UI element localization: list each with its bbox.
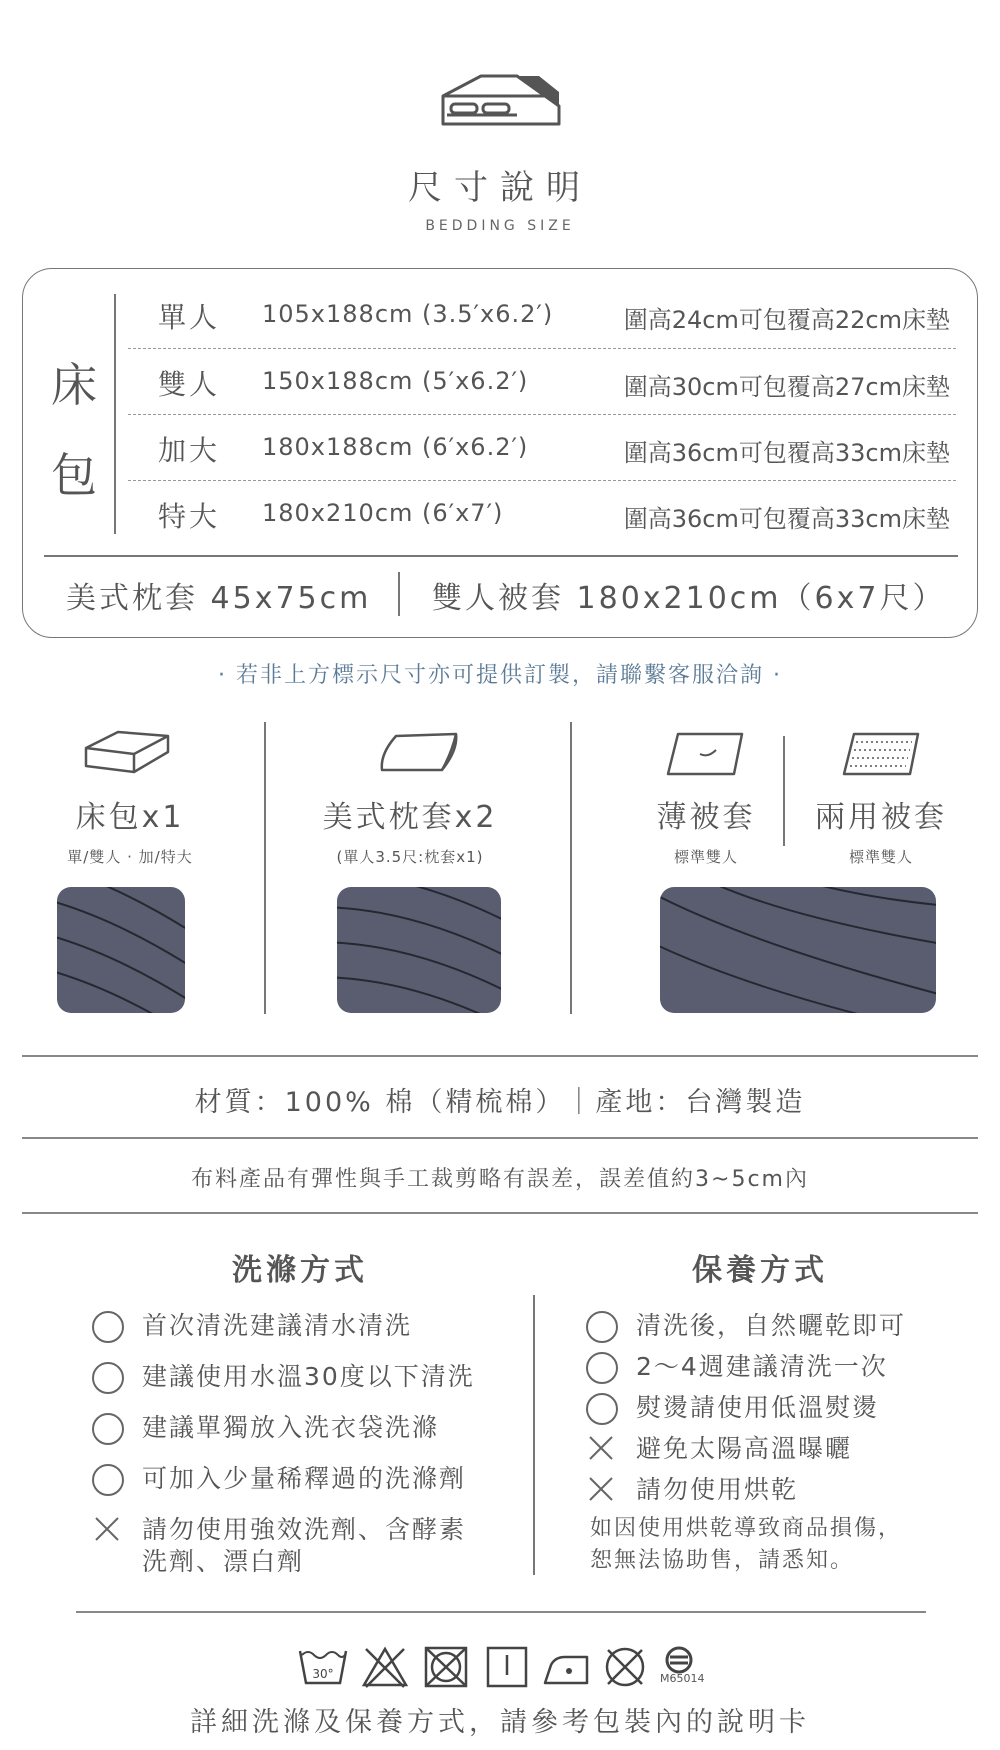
- duvet-size: 雙人被套 180x210cm（6x7尺）: [432, 581, 946, 616]
- care-divider: [533, 1295, 535, 1575]
- size-name: 加大: [158, 434, 221, 467]
- no-dry-clean-icon: [600, 1645, 650, 1689]
- section-divider: [76, 1611, 926, 1613]
- line-dry-icon: [482, 1645, 532, 1689]
- fitted-sheet-icon: [82, 728, 172, 778]
- washing-item: 請勿使用強效洗劑、含酵素: [142, 1515, 467, 1544]
- custom-order-note: · 若非上方標示尺寸亦可提供訂製，請聯繫客服洽詢 ·: [218, 663, 782, 688]
- fabric-swatch-image: [337, 887, 501, 1013]
- care-item: 熨燙請使用低溫熨燙: [636, 1393, 880, 1422]
- box-divider: [44, 555, 958, 557]
- page-subtitle: BEDDING SIZE: [425, 218, 575, 234]
- page-title: 尺寸說明: [408, 168, 592, 208]
- thin-duvet-icon: [664, 730, 746, 778]
- dryer-warning-line1: 如因使用烘乾導致商品損傷，: [590, 1516, 903, 1541]
- washing-item: 建議單獨放入洗衣袋洗滌: [142, 1413, 440, 1442]
- no-tumble-dry-icon: [421, 1645, 471, 1689]
- product-name: 兩用被套: [815, 800, 947, 835]
- box-vertical-divider: [398, 572, 400, 616]
- cross-icon: [588, 1435, 614, 1461]
- product-name: 床包x1: [75, 800, 185, 835]
- size-name: 特大: [158, 500, 221, 533]
- size-name: 雙人: [158, 368, 221, 401]
- care-item: 請勿使用烘乾: [636, 1475, 799, 1504]
- product-name: 薄被套: [656, 800, 756, 835]
- size-row-double: [128, 345, 960, 411]
- section-divider: [22, 1055, 978, 1057]
- washing-item: 首次清洗建議清水清洗: [142, 1311, 413, 1340]
- product-divider: [264, 722, 266, 1014]
- fabric-swatch: [337, 887, 501, 1013]
- wash-30-icon: [298, 1645, 348, 1689]
- product-divider: [570, 722, 572, 1014]
- cross-icon: [94, 1516, 120, 1542]
- dryer-warning-line2: 恕無法協助售，請悉知。: [590, 1548, 855, 1573]
- size-note: 圍高36cm可包覆高33cm床墊: [623, 439, 950, 467]
- washing-item-continued: 洗劑、漂白劑: [142, 1547, 305, 1576]
- section-divider: [22, 1137, 978, 1139]
- dryer-warning: [590, 1513, 950, 1577]
- low-iron-icon: [541, 1645, 591, 1689]
- tolerance-note: 布料產品有彈性與手工裁剪略有誤差，誤差值約3~5cm內: [191, 1167, 809, 1192]
- no-bleach-icon: [360, 1645, 410, 1689]
- product-sub: 標準雙人: [673, 848, 738, 866]
- fitted-sheet-category-label: 床 包: [51, 358, 97, 502]
- product-sub: 標準雙人: [848, 848, 913, 866]
- size-row-queen: [128, 411, 960, 477]
- quilt-icon: [840, 730, 922, 778]
- cross-icon: [588, 1476, 614, 1502]
- care-item: 避免太陽高溫曝曬: [636, 1434, 853, 1463]
- size-name: 單人: [158, 301, 221, 334]
- wash-temp-label: 30°: [312, 1667, 334, 1681]
- size-dimensions: 105x188cm (3.5′x6.2′): [262, 300, 554, 328]
- pillowcase-size: 美式枕套 45x75cm: [66, 581, 372, 616]
- material-origin: 材質：100% 棉（精梳棉）｜產地：台灣製造: [194, 1087, 806, 1118]
- care-title: 保養方式: [692, 1253, 828, 1288]
- size-dimensions: 180x210cm (6′x7′): [262, 499, 504, 527]
- size-note: 圍高24cm可包覆高22cm床墊: [623, 306, 950, 334]
- house-bed-icon: [437, 70, 565, 132]
- size-dimensions: 150x188cm (5′x6.2′): [262, 367, 529, 395]
- certification-mark-icon: [662, 1645, 696, 1675]
- size-row-single: [128, 278, 960, 344]
- product-sub: 單/雙人 · 加/特大: [67, 848, 193, 866]
- circle-icon: [92, 1311, 124, 1343]
- product-divider: [783, 736, 785, 846]
- size-row-king: [128, 477, 960, 543]
- washing-item: 可加入少量稀釋過的洗滌劑: [142, 1464, 467, 1493]
- category-divider: [114, 294, 116, 534]
- footer-note: 詳細洗滌及保養方式，請參考包裝內的說明卡: [190, 1707, 810, 1738]
- washing-item: 建議使用水溫30度以下清洗: [142, 1362, 475, 1391]
- fabric-swatch: [57, 887, 185, 1013]
- circle-icon: [586, 1393, 618, 1425]
- care-item: 2～4週建議清洗一次: [636, 1352, 888, 1381]
- fabric-swatch-image: [57, 887, 185, 1013]
- circle-icon: [92, 1413, 124, 1445]
- product-sub: (單人3.5尺:枕套x1): [336, 848, 484, 866]
- circle-icon: [92, 1362, 124, 1394]
- fabric-swatch: [660, 887, 936, 1013]
- certification-code: M65014: [660, 1672, 705, 1685]
- fabric-swatch-image: [660, 887, 936, 1013]
- circle-icon: [92, 1464, 124, 1496]
- pillow-icon: [378, 730, 460, 774]
- size-note: 圍高36cm可包覆高33cm床墊: [623, 505, 950, 533]
- section-divider: [22, 1212, 978, 1214]
- washing-title: 洗滌方式: [232, 1253, 368, 1288]
- circle-icon: [586, 1311, 618, 1343]
- care-item: 清洗後，自然曬乾即可: [636, 1311, 907, 1340]
- product-name: 美式枕套x2: [322, 800, 498, 835]
- circle-icon: [586, 1352, 618, 1384]
- size-note: 圍高30cm可包覆高27cm床墊: [623, 373, 950, 401]
- size-dimensions: 180x188cm (6′x6.2′): [262, 433, 529, 461]
